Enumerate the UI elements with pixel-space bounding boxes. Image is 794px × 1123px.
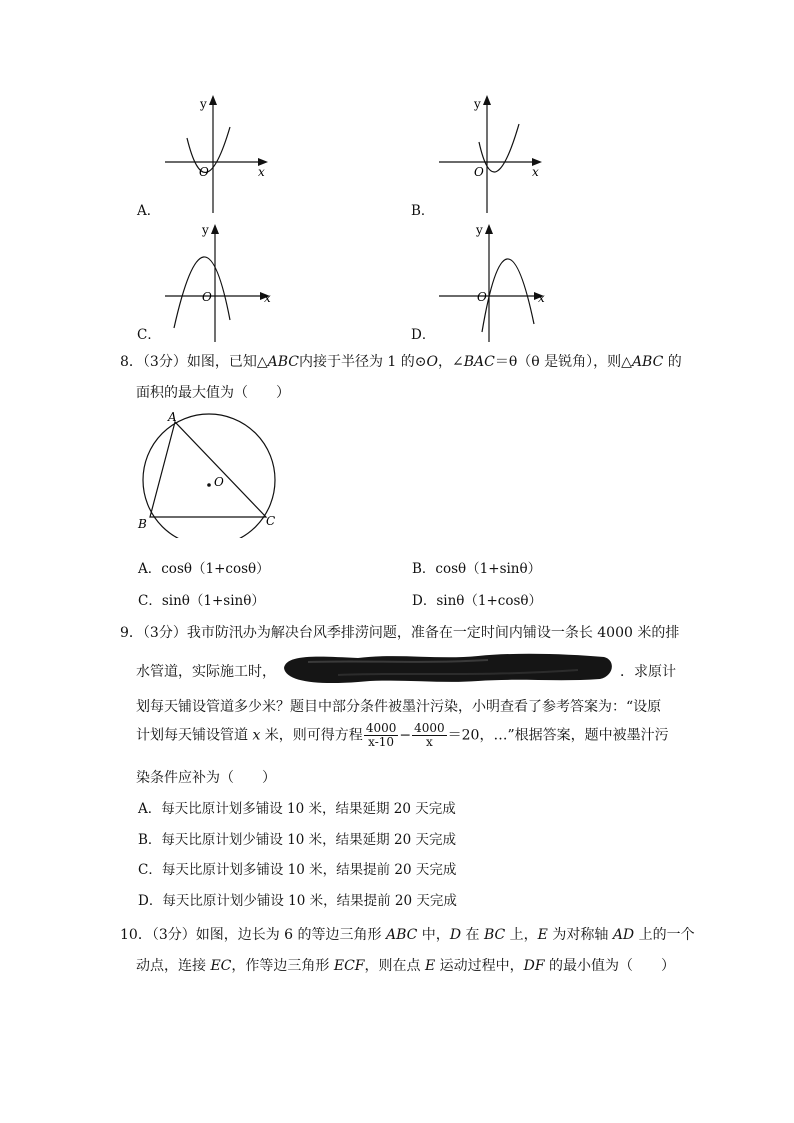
graph-b-svg [434, 92, 554, 216]
q8-option-a[interactable]: A．cosθ（1+cosθ） [138, 561, 270, 577]
graph-a-svg [160, 92, 280, 216]
q8-line-1: 8．（3分）如图，已知△ABC内接于半径为 1 的⊙O，∠BAC＝θ（θ 是锐角），则△ABC 的 [120, 354, 682, 370]
q9-line-3: 划每天铺设管道多少米？题目中部分条件被墨汁污染，小明查看了参考答案为：“设原 [136, 699, 662, 715]
graph-c-svg [160, 220, 280, 344]
q9-line-5: 染条件应补为（ ） [136, 770, 276, 786]
q9-option-b[interactable]: B．每天比原计划少铺设 10 米，结果延期 20 天完成 [138, 832, 456, 848]
graph-a-y: y [200, 97, 207, 111]
label-o: O [214, 475, 224, 489]
q9-line-2a: 水管道，实际施工时， [136, 664, 276, 680]
q8-figure [132, 408, 282, 538]
q10-line-2: 动点，连接 EC，作等边三角形 ECF，则在点 E 运动过程中，DF 的最小值为（ ） [136, 958, 676, 974]
graph-c-x: x [264, 291, 271, 305]
q8-line-2: 面积的最大值为（ ） [136, 385, 290, 401]
graph-a-letter: A． [137, 203, 161, 219]
graph-b-letter: B． [411, 203, 435, 219]
graph-a-origin: O [199, 165, 209, 179]
q8-option-c[interactable]: C．sinθ（1+sinθ） [138, 593, 265, 609]
graph-d-y: y [476, 223, 483, 237]
graph-d-letter: D． [411, 327, 436, 343]
circle-o [143, 414, 275, 538]
graph-d-x: x [538, 291, 545, 305]
graph-c-letter: C． [137, 327, 161, 343]
fraction-1: $\frac{4000}{x-10}$ [365, 721, 397, 750]
q9-option-d[interactable]: D．每天比原计划少铺设 10 米，结果提前 20 天完成 [138, 893, 457, 909]
graph-d-origin: O [477, 290, 487, 304]
graph-c-y: y [202, 223, 209, 237]
graph-a-x: x [258, 165, 265, 179]
q9-option-c[interactable]: C．每天比原计划多铺设 10 米，结果提前 20 天完成 [138, 862, 457, 878]
graph-b-y: y [474, 97, 481, 111]
triangle-abc [150, 422, 266, 517]
q10-line-1: 10．（3分）如图，边长为 6 的等边三角形 ABC 中，D 在 BC 上，E 为对称轴 AD 上的一个 [120, 927, 695, 943]
ink-blot [278, 648, 614, 688]
q9-line-2b: ．求原计 [620, 664, 676, 680]
graph-b-origin: O [474, 165, 484, 179]
fraction-2: $\frac{4000}{x}$ [414, 721, 445, 750]
graph-c-origin: O [202, 290, 212, 304]
q8-option-d[interactable]: D．sinθ（1+cosθ） [412, 593, 543, 609]
graph-b-x: x [532, 165, 539, 179]
q9-line-4: 计划每天铺设管道 x 米，则可得方程 $\frac{4000}{x-10}$ − $\frac{4000}{x}$ ＝20，…”根据答案，题中被墨汁污 [136, 721, 669, 750]
label-b: B [138, 517, 147, 531]
q8-option-b[interactable]: B．cosθ（1+sinθ） [412, 561, 542, 577]
label-a: A [168, 410, 177, 424]
q9-option-a[interactable]: A．每天比原计划多铺设 10 米，结果延期 20 天完成 [138, 801, 456, 817]
q9-line-1: 9．（3分）我市防汛办为解决台风季排涝问题，准备在一定时间内铺设一条长 4000 米的排 [120, 625, 680, 641]
center-point [207, 483, 211, 487]
graph-d-svg [434, 220, 554, 344]
label-c: C [266, 514, 276, 528]
